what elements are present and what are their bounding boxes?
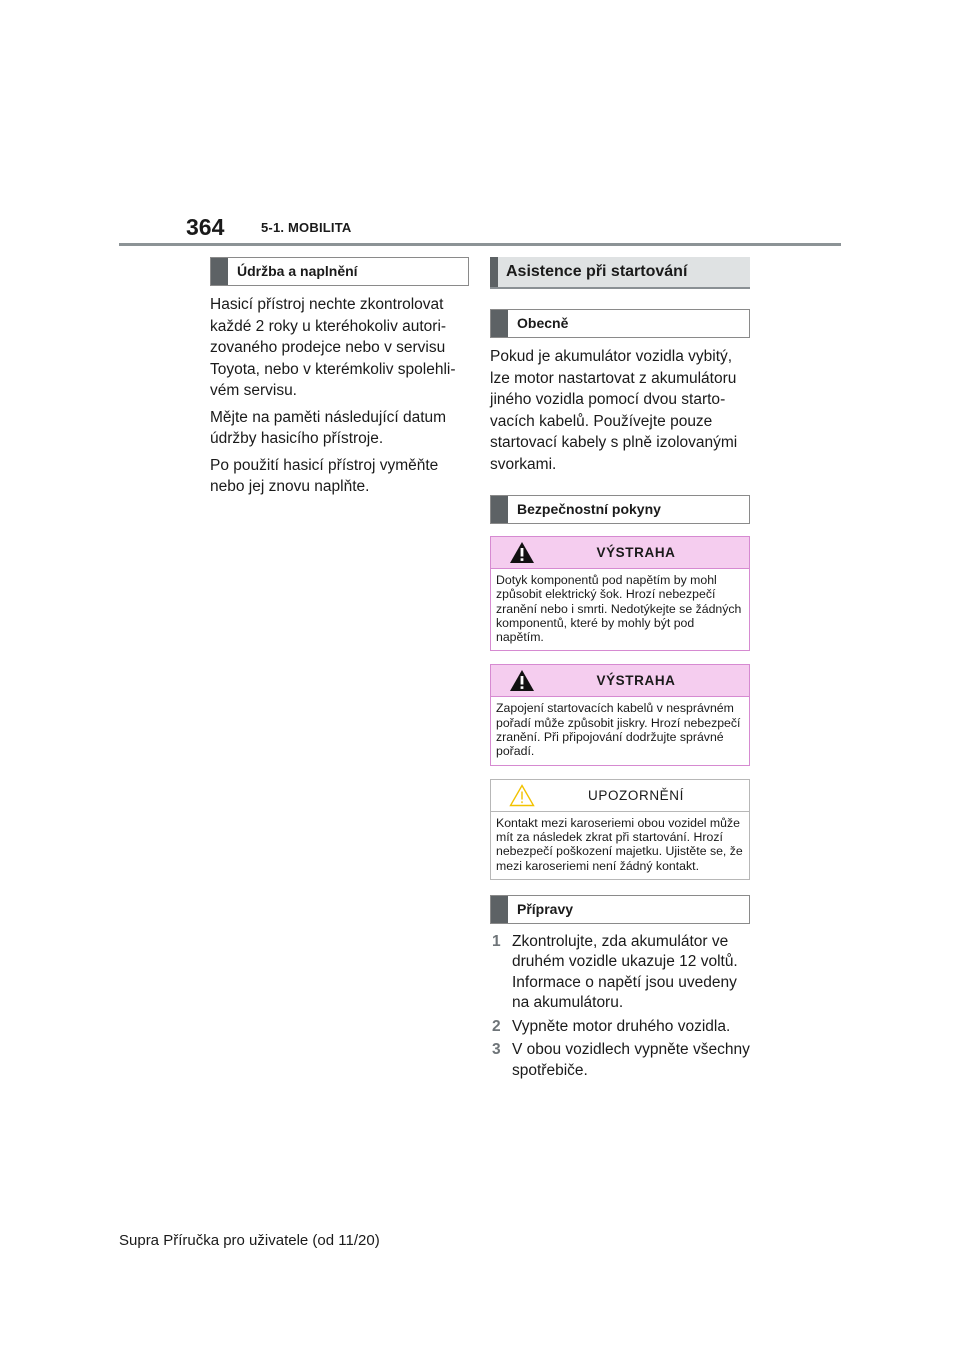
safety-heading-label: Bezpečnostní pokyny — [517, 501, 661, 517]
caution-header — [491, 780, 749, 812]
step-number: 2 — [492, 1017, 501, 1035]
page-number: 364 — [186, 214, 225, 240]
warning-box-1 — [490, 536, 750, 651]
caution-triangle-icon — [509, 784, 535, 807]
step-text: V obou vozidlech vypněte všechny spotřebiče. — [512, 1041, 750, 1079]
caution-text: Kontakt mezi karoseriemi obou vozidel může mít za následek zkrat při startování. Hrozí nebezpečí poškození majetku. Ujistěte se, že mezi karoseriemi není žádný kontakt. — [496, 815, 743, 873]
list-item — [490, 932, 750, 1014]
step-text: Vypněte motor druhého vozidla. — [512, 1017, 731, 1035]
preparation-heading-label: Přípravy — [517, 900, 574, 917]
maintenance-text — [210, 294, 469, 498]
step-number: 1 — [492, 932, 501, 950]
caution-box — [490, 779, 750, 880]
preparation-steps — [490, 932, 750, 1082]
heading-bar — [491, 310, 508, 337]
warning-text-1: Dotyk komponentů pod napětím by mohl způsobit elektrický šok. Hrozí nebezpečí zranění nebo i smrti. Nedotýkejte se žádných komponentů, které by mohly být pod napětím. — [496, 573, 742, 645]
preparation-heading — [490, 895, 750, 924]
general-heading-label: Obecně — [517, 315, 569, 331]
warning-triangle-icon — [509, 669, 535, 692]
general-section — [490, 346, 750, 475]
warning-box-2 — [490, 664, 750, 765]
heading-bar — [491, 896, 508, 923]
maintenance-paragraph-2: Mějte na paměti následující datum údržby hasicího přístroje. — [210, 408, 447, 447]
safety-heading — [490, 495, 750, 524]
heading-bar — [491, 496, 508, 523]
warning-title-1: VÝSTRAHA — [596, 545, 676, 560]
footer-text: Supra Příručka pro uživatele (od 11/20) — [119, 1232, 380, 1249]
warning-text-2: Zapojení startovacích kabelů v nesprávném pořadí může způsobit jiskry. Hrozí nebezpečí zranění. Při připojování dodržujte správné pořadí. — [496, 701, 741, 759]
maintenance-heading — [210, 257, 469, 286]
step-number: 3 — [492, 1041, 501, 1059]
general-text: Pokud je akumulátor vozidla vybitý, lze motor nastartovat z akumulátoru jiného vozidla pomocí dvou startovacích kabelů. Používejte pouze startovací kabely s plně izolovanými svorkami. — [490, 348, 738, 473]
jump-start-heading — [490, 257, 750, 289]
list-item — [490, 1017, 750, 1038]
general-heading — [490, 309, 750, 338]
caution-title: UPOZORNĚNÍ — [587, 787, 684, 803]
warning-title-2: VÝSTRAHA — [596, 673, 676, 689]
warning-header-1 — [491, 537, 749, 569]
maintenance-heading-label: Údržba a naplnění — [237, 263, 358, 279]
step-text: Zkontrolujte, zda akumulátor ve druhém vozidle ukazuje 12 voltů. Informace o napětí jsou uvedeny na akumulátoru. — [512, 932, 738, 1012]
warning-header-2 — [491, 665, 749, 697]
right-column — [490, 257, 750, 1084]
list-item — [490, 1040, 750, 1081]
chapter-title: 5-1. MOBILITA — [261, 220, 352, 235]
warning-triangle-icon — [509, 541, 535, 564]
maintenance-paragraph-3: Po použití hasicí přístroj vyměňte nebo jej znovu naplňte. — [210, 456, 439, 495]
maintenance-paragraph-1: Hasicí přístroj nechte zkontrolovat každé 2 roky u kteréhokoliv autorizovaného prodejce nebo v servisu Toyota, nebo v kterémkoliv spolehlivém servisu. — [210, 296, 456, 399]
left-column — [210, 257, 469, 503]
heading-bar — [490, 257, 498, 287]
heading-bar — [211, 258, 228, 285]
header-divider — [119, 243, 841, 246]
jump-start-heading-label: Asistence při startování — [506, 263, 688, 280]
